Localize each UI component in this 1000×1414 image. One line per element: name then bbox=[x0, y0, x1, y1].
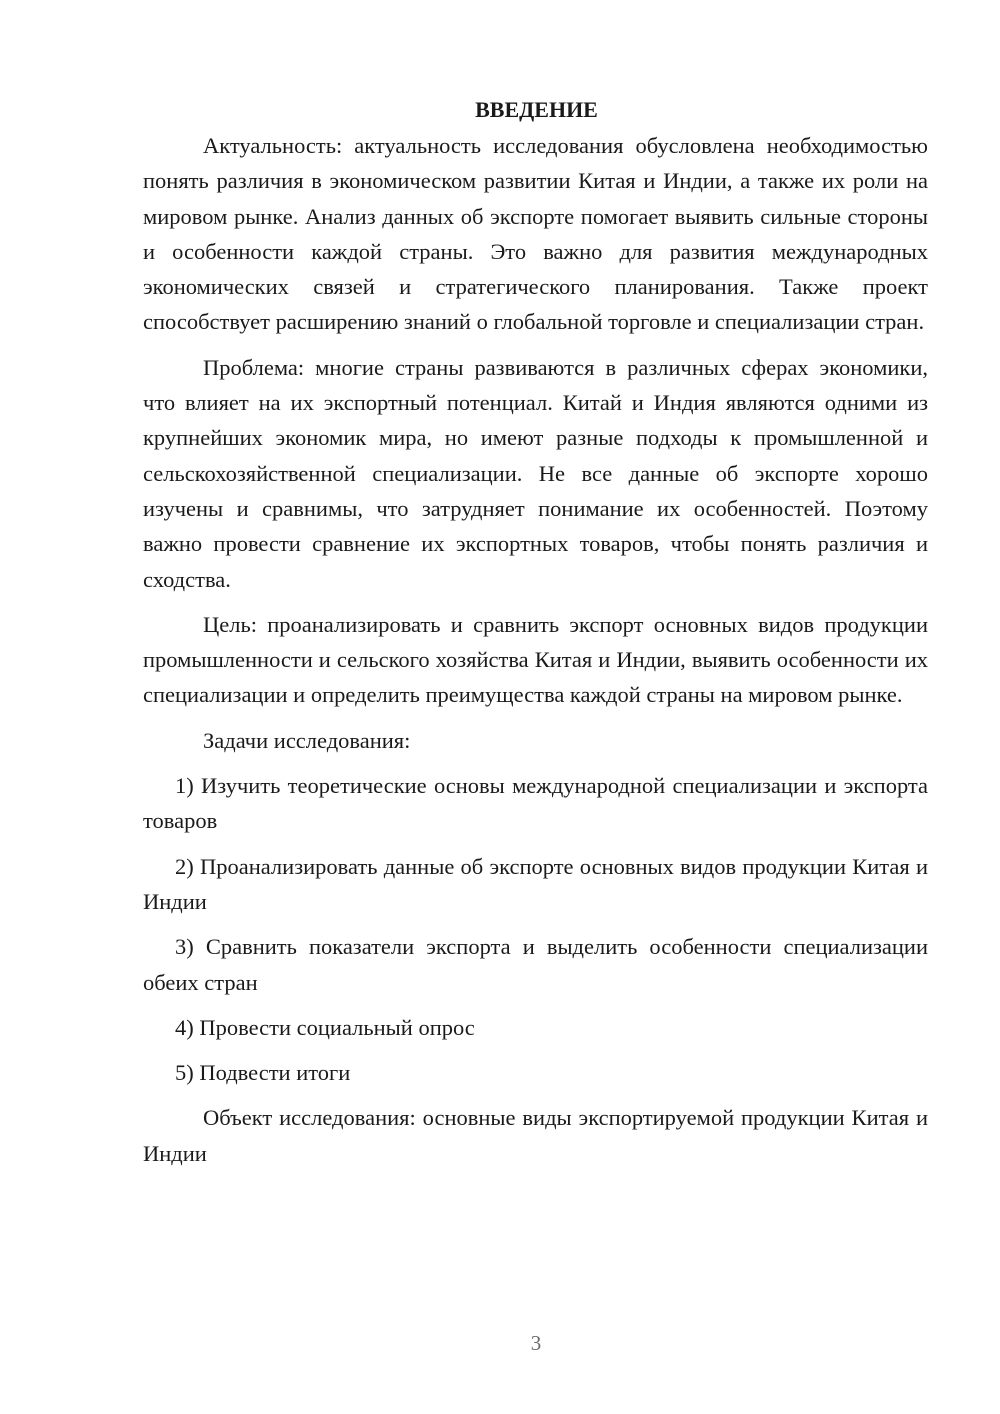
paragraph-goal: Цель: проанализировать и сравнить экспорт основных видов продукции промышленности и сельского хозяйства Китая и Индии, выявить особенности их специализации и определить преимущества каждой страны на мировом рынке. bbox=[143, 611, 928, 708]
section-title: ВВЕДЕНИЕ bbox=[475, 97, 598, 122]
paragraph-problem: Проблема: многие страны развиваются в различных сферах экономики, что влияет на их экспортный потенциал. Китай и Индия являются одними из крупнейших экономик мира, но имеют разные подходы к промышленной и сельскохозяйственной специализации. Не все данные об экспорте хорошо изучены и сравнимы, что затрудняет понимание их особенностей. Поэтому важно провести сравнение их экспортных товаров, чтобы понять различия и сходства. bbox=[143, 354, 928, 592]
page-number: 3 bbox=[530, 1331, 542, 1355]
paragraph-object: Объект исследования: основные виды экспортируемой продукции Китая и Индии bbox=[143, 1105, 928, 1166]
paragraph-relevance: Актуальность: актуальность исследования обусловлена необходимостью понять различия в экономическом развитии Китая и Индии, а также их роли на мировом рынке. Анализ данных об экспорте помогает выявить сильные стороны и особенности каждой страны. Это важно для развития международных экономических связей и стратегического планирования. Также проект способствует расширению знаний о глобальной торговле и специализации стран. bbox=[143, 133, 928, 335]
task-item: 1) Изучить теоретические основы международной специализации и экспорта товаров bbox=[143, 773, 928, 834]
document-page bbox=[143, 92, 928, 1181]
task-item: 2) Проанализировать данные об экспорте основных видов продукции Китая и Индии bbox=[143, 853, 928, 914]
task-item: 5) Подвести итоги bbox=[175, 1060, 351, 1086]
task-item: 4) Провести социальный опрос bbox=[175, 1014, 475, 1040]
tasks-heading: Задачи исследования: bbox=[203, 727, 411, 753]
task-item: 3) Сравнить показатели экспорта и выделить особенности специализации обеих стран bbox=[143, 934, 928, 995]
